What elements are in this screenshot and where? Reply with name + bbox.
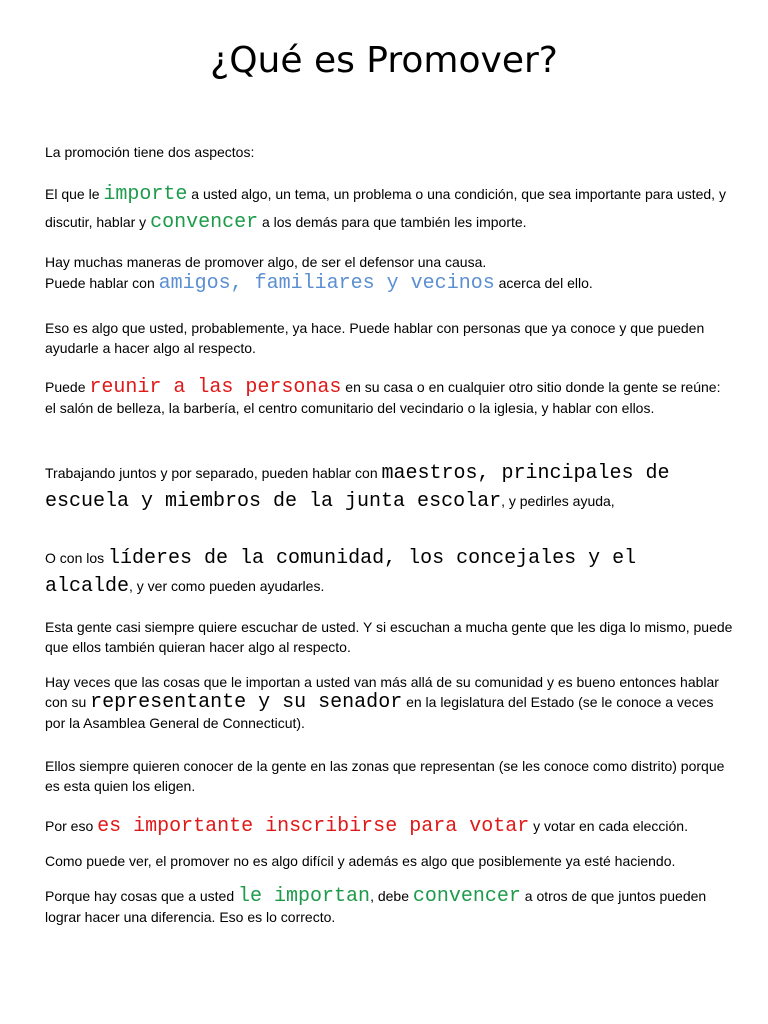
district-text: Ellos siempre quieren conocer de la gente en las zonas que representan (se les conoce como distrito) porque es esta quien los eligen. xyxy=(45,758,725,794)
closing-text-c: , debe xyxy=(370,888,413,904)
paragraph-gather xyxy=(45,377,735,418)
intro-text: La promoción tiene dos aspectos: xyxy=(45,144,255,160)
leaders-text-a: O con los xyxy=(45,550,109,566)
paragraph-not-difficult xyxy=(45,851,735,871)
definition-text-e: a los demás para que también les importe. xyxy=(258,214,527,230)
listen-text: Esta gente casi siempre quiere escuchar de usted. Y si escuchan a mucha gente que les diga lo mismo, puede que ellos también quieran hacer algo al respecto. xyxy=(45,619,733,655)
closing-text-a: Porque hay cosas que a usted xyxy=(45,888,239,904)
highlight-amigos: amigos, familiares y vecinos xyxy=(158,272,495,295)
ways-text-d: acerca del ello. xyxy=(494,275,593,291)
leaders-text-c: , y ver como pueden ayudarles. xyxy=(129,578,325,594)
highlight-convencer-2: convencer xyxy=(412,885,521,908)
highlight-inscribirse: es importante inscribirse para votar xyxy=(97,815,530,838)
gather-text-a: Puede xyxy=(45,379,90,395)
vote-text-a: Por eso xyxy=(45,818,98,834)
paragraph-intro xyxy=(45,142,735,162)
gather-text-c: en su casa o en cualquier otro sitio donde la gente se reúne: el salón de belleza, la barbería, el centro comunitario del vecindario o la iglesia, y hablar con ellos. xyxy=(45,379,721,416)
school-text-c: , y pedirles ayuda, xyxy=(501,493,615,509)
highlight-reunir: reunir a las personas xyxy=(89,376,342,399)
school-text-a: Trabajando juntos y por separado, pueden hablar con xyxy=(45,465,382,481)
representative-text-c: en la legislatura del Estado (se le conoce a veces por la Asamblea General de Connecticut). xyxy=(45,694,714,731)
paragraph-definition xyxy=(45,180,735,236)
highlight-le-importan: le importan xyxy=(238,885,371,908)
ways-text-b: Puede hablar con xyxy=(45,275,159,291)
paragraph-district xyxy=(45,756,735,796)
highlight-representante: representante y su senador xyxy=(90,691,403,714)
paragraph-ways xyxy=(45,252,735,272)
paragraph-leaders xyxy=(45,544,735,600)
vote-text-c: y votar en cada elección. xyxy=(529,818,688,834)
paragraph-listen xyxy=(45,617,735,657)
closing-text-e: a otros de que juntos pueden lograr hacer una diferencia. Eso es lo correcto. xyxy=(45,888,707,925)
highlight-lideres: líderes de la comunidad, los concejales y el alcalde xyxy=(45,547,637,598)
ways-text-a: Hay muchas maneras de promover algo, de ser el defensor una causa. xyxy=(45,254,487,270)
paragraph-closing xyxy=(45,886,735,927)
paragraph-already xyxy=(45,318,735,358)
highlight-convencer: convencer xyxy=(150,211,259,234)
definition-text-a: El que le xyxy=(45,186,104,202)
definition-text-c: a usted algo, un tema, un problema o una condición, que sea importante para usted, y discutir, hablar y xyxy=(45,186,726,230)
paragraph-representative xyxy=(45,672,735,733)
paragraph-school xyxy=(45,459,735,515)
highlight-importe: importe xyxy=(103,183,188,206)
paragraph-vote xyxy=(45,816,735,837)
not-difficult-text: Como puede ver, el promover no es algo difícil y además es algo que posiblemente ya esté haciendo. xyxy=(45,853,676,869)
already-text: Eso es algo que usted, probablemente, ya hace. Puede hablar con personas que ya conoce y que pueden ayudarle a hacer algo al respecto. xyxy=(45,320,705,356)
representative-text-a: Hay veces que las cosas que le importan a usted van más allá de su comunidad y es bueno entonces hablar con su xyxy=(45,674,719,710)
page-title: ¿Qué es Promover? xyxy=(210,40,558,81)
highlight-maestros: maestros, principales de escuela y miembros de la junta escolar xyxy=(45,462,670,513)
paragraph-ways-line2 xyxy=(45,273,735,294)
